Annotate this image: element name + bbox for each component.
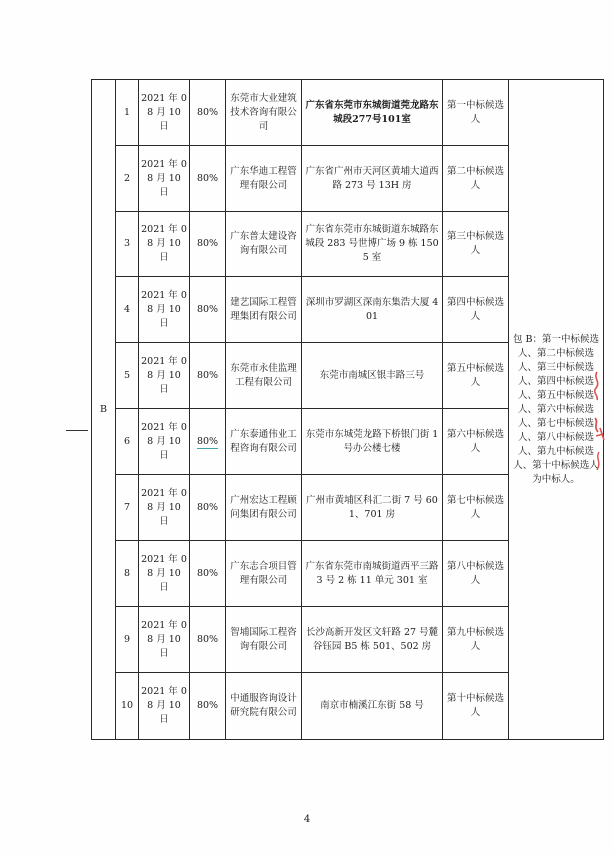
publish-date: 2021 年 08 月 10 日 <box>139 277 190 343</box>
row-number: 8 <box>116 541 139 607</box>
candidate-rank: 第一中标候选人 <box>443 80 509 146</box>
ratio-cell: 80% <box>190 212 226 277</box>
publish-date: 2021 年 08 月 10 日 <box>139 343 190 409</box>
row-number: 3 <box>116 212 139 277</box>
publish-date: 2021 年 08 月 10 日 <box>139 146 190 212</box>
row-number: 4 <box>116 277 139 343</box>
row-number: 5 <box>116 343 139 409</box>
candidate-rank: 第七中标候选人 <box>443 475 509 541</box>
candidate-rank: 第二中标候选人 <box>443 146 509 212</box>
company-address: 广东省东莞市东城街道莞龙路东城段277号101室 <box>302 80 443 146</box>
company-name: 东莞市大业建筑技术咨询有限公司 <box>226 80 302 146</box>
candidate-rank: 第六中标候选人 <box>443 409 509 475</box>
seal-stamp-fragment <box>587 366 611 486</box>
ratio-cell: 80% <box>190 673 226 740</box>
company-address: 广东省广州市天河区黄埔大道西路 273 号 13H 房 <box>302 146 443 212</box>
publish-date: 2021 年 08 月 10 日 <box>139 80 190 146</box>
company-name: 广东华迪工程管理有限公司 <box>226 146 302 212</box>
ratio-cell: 80% <box>190 80 226 146</box>
ratio-cell: 80% <box>190 541 226 607</box>
company-name: 智埔国际工程咨询有限公司 <box>226 607 302 673</box>
row-number: 6 <box>116 409 139 475</box>
candidate-rank: 第十中标候选人 <box>443 673 509 740</box>
company-address: 广东省东莞市南城街道西平三路 3 号 2 栋 11 单元 301 室 <box>302 541 443 607</box>
company-address: 长沙高新开发区文轩路 27 号麓谷钰园 B5 栋 501、502 房 <box>302 607 443 673</box>
company-name: 广州宏达工程顾问集团有限公司 <box>226 475 302 541</box>
company-name: 广东泰通伟业工程咨询有限公司 <box>226 409 302 475</box>
bid-candidates-table <box>91 79 604 740</box>
candidate-rank: 第五中标候选人 <box>443 343 509 409</box>
row-number: 9 <box>116 607 139 673</box>
company-name: 建艺国际工程管理集团有限公司 <box>226 277 302 343</box>
ratio-cell: 80% <box>190 475 226 541</box>
scan-margin-mark <box>66 430 88 431</box>
ratio-cell: 80% <box>190 146 226 212</box>
publish-date: 2021 年 08 月 10 日 <box>139 475 190 541</box>
publish-date: 2021 年 08 月 10 日 <box>139 409 190 475</box>
package-cell: B <box>92 80 116 740</box>
candidate-rank: 第九中标候选人 <box>443 607 509 673</box>
company-name: 东莞市永佳监理工程有限公司 <box>226 343 302 409</box>
row-number: 1 <box>116 80 139 146</box>
stamp-stroke <box>595 372 598 400</box>
publish-date: 2021 年 08 月 10 日 <box>139 607 190 673</box>
company-address: 深圳市罗湖区深南东集浩大厦 401 <box>302 277 443 343</box>
row-number: 2 <box>116 146 139 212</box>
ratio-cell <box>190 409 226 475</box>
stamp-stroke <box>595 418 598 432</box>
ratio-value-underlined: 80% <box>196 435 219 447</box>
company-address: 东莞市南城区银丰路三号 <box>302 343 443 409</box>
stamp-stroke <box>597 452 599 470</box>
publish-date: 2021 年 08 月 10 日 <box>139 212 190 277</box>
company-address: 南京市楠溪江东街 58 号 <box>302 673 443 740</box>
page-number: 4 <box>303 814 311 825</box>
company-name: 广东普太建设咨询有限公司 <box>226 212 302 277</box>
table-row <box>92 80 604 146</box>
row-number: 7 <box>116 475 139 541</box>
company-address: 广州市黄埔区科汇二街 7 号 601、701 房 <box>302 475 443 541</box>
publish-date: 2021 年 08 月 10 日 <box>139 673 190 740</box>
candidate-rank: 第八中标候选人 <box>443 541 509 607</box>
company-address: 东莞市东城莞龙路下桥银门街 1 号办公楼七楼 <box>302 409 443 475</box>
company-address: 广东省东莞市东城街道东城路东城段 283 号世博广场 9 栋 1505 室 <box>302 212 443 277</box>
publish-date: 2021 年 08 月 10 日 <box>139 541 190 607</box>
ratio-cell: 80% <box>190 607 226 673</box>
winner-note: 包 B：第一中标候选人、第二中标候选人、第三中标候选人、第四中标候选人、第五中标候选人、第六中标候选人、第七中标候选人、第八中标候选人、第九中标候选人、第十中标候选人为中标人。 <box>509 80 604 740</box>
company-name: 广东志合项目管理有限公司 <box>226 541 302 607</box>
ratio-cell: 80% <box>190 343 226 409</box>
company-name: 中通服咨询设计研究院有限公司 <box>226 673 302 740</box>
row-number: 10 <box>116 673 139 740</box>
candidate-rank: 第三中标候选人 <box>443 212 509 277</box>
ratio-cell: 80% <box>190 277 226 343</box>
candidate-rank: 第四中标候选人 <box>443 277 509 343</box>
